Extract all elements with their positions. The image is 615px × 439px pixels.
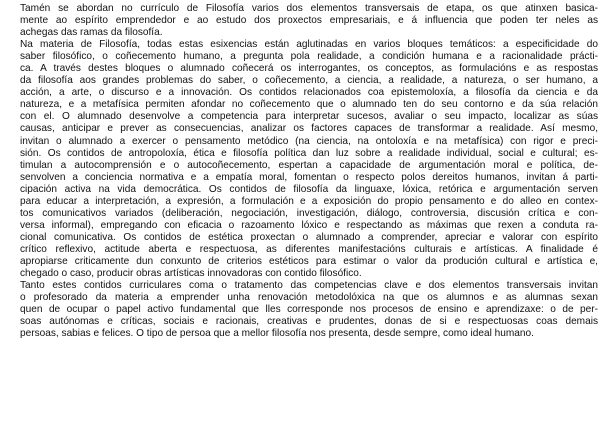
text-line: timulan a autocomprensión e o autocoñecemento, espertan a capacidade de argumentación moral e política, de- [20, 159, 598, 171]
text-line: natureza, e a metafísica permiten afondar no coñecemento que o alumnado ten do seu contorno e da súa relación [20, 99, 598, 111]
text-line: ca. A través destes bloques o alumnado coñecerá os interrogantes, os conceptos, as formulacións e as respostas [20, 63, 598, 75]
text-line: Na materia de Filosofía, todas estas esixencias están aglutinadas en varios bloques temáticos: a especificidade do [20, 39, 598, 51]
text-line: achegas das ramas da filosofía. [20, 27, 163, 39]
text-line: causas, anticipar e prever as consecuencias, analizar os factores capaces de transformar a realidade. Así mesmo, [20, 123, 598, 135]
document-page [20, 3, 598, 340]
text-line: tos comunicativos variados (deliberación, negociación, investigación, diálogo, controversia, discusión crítica e con- [20, 207, 598, 219]
paragraph-transversal-elements [20, 3, 598, 39]
text-line: cional comunicativa. Os contidos de estética proxectan o alumnado a comprender, apreciar e valorar con espírito [20, 231, 598, 243]
text-line: sión. Os contidos de antropoloxía, ética e filosofía política dan luz sobre a realidade individual, social e cultural; es- [20, 147, 598, 159]
paragraph-thematic-blocks [20, 39, 598, 280]
text-line: saber filosófico, o coñecemento humano, a pregunta pola realidade, a condición humana e a racionalidade prácti- [20, 51, 598, 63]
text-line: persoas, sabias e felices. O tipo de persoa que a mellor filosofía nos presenta, desde sempre, como ideal humano. [20, 328, 534, 340]
text-line: soas autónomas e críticas, sociais e racionais, creativas e prudentes, donas de si e respectuosas coas demais [20, 316, 598, 328]
text-line: apropiarse criticamente dun conxunto de criterios estéticos para estimar o valor da produción cultural e artística e, [20, 255, 598, 267]
text-line: quen de ocupar o papel activo fundamental que lles corresponde nos procesos de ensino e aprendizaxe: o de per- [20, 304, 598, 316]
text-line: invitan o alumnado a exercer o pensamento metódico (na ciencia, na ontoloxía e na metafísica) con rigor e preci- [20, 135, 598, 147]
text-line: o profesorado da materia a emprender unha renovación metodolóxica na que os alumnos e as alumnas sexan [20, 292, 598, 304]
text-line: acción, a arte, o discurso e a innovación. Os contidos relacionados coa epistemoloxía, a filosofía da ciencia e da [20, 87, 598, 99]
text-line: chegado o caso, producir obras artísticas innovadoras con contido filosófico. [20, 268, 362, 280]
text-line: para educar a interpretación, a expresión, a formulación e a exposición do propio pensamento e do alleo en contex- [20, 195, 598, 207]
text-line: senvolven a conciencia normativa e a empatía moral, fomentan o respecto polos dereitos humanos, invitan á parti- [20, 171, 598, 183]
text-line: crítico reflexivo, actitude aberta e respectuosa, as diferentes manifestacións culturais e artísticas. A finalidade é [20, 243, 598, 255]
text-line: con el. O alumnado desenvolve a competencia para interpretar sucesos, avaliar o seu impacto, localizar as súas [20, 111, 598, 123]
text-line: Tamén se abordan no currículo de Filosofía varios dos elementos transversais de etapa, os que atinxen basica- [20, 3, 598, 14]
text-line: Tanto estes contidos curriculares coma o tratamento das competencias clave e dos elementos transversais invitan [20, 280, 598, 292]
text-line: mente ao espírito emprendedor e ao estudo dos proxectos empresariais, e á influencia que poden ter neles as [20, 15, 598, 27]
text-line: versa informal), empregando con eficacia o razoamento lóxico e respectando as máximas que rexen a conduta ra- [20, 219, 598, 231]
text-line: cipación activa na vida democrática. Os contidos de filosofía da linguaxe, lóxica, retórica e argumentación serven [20, 183, 598, 195]
paragraph-methodological-renewal [20, 280, 598, 340]
text-line: da filosofía aos grandes problemas do saber, o coñecemento, a ciencia, a realidade, a natureza, o ser humano, a [20, 75, 598, 87]
